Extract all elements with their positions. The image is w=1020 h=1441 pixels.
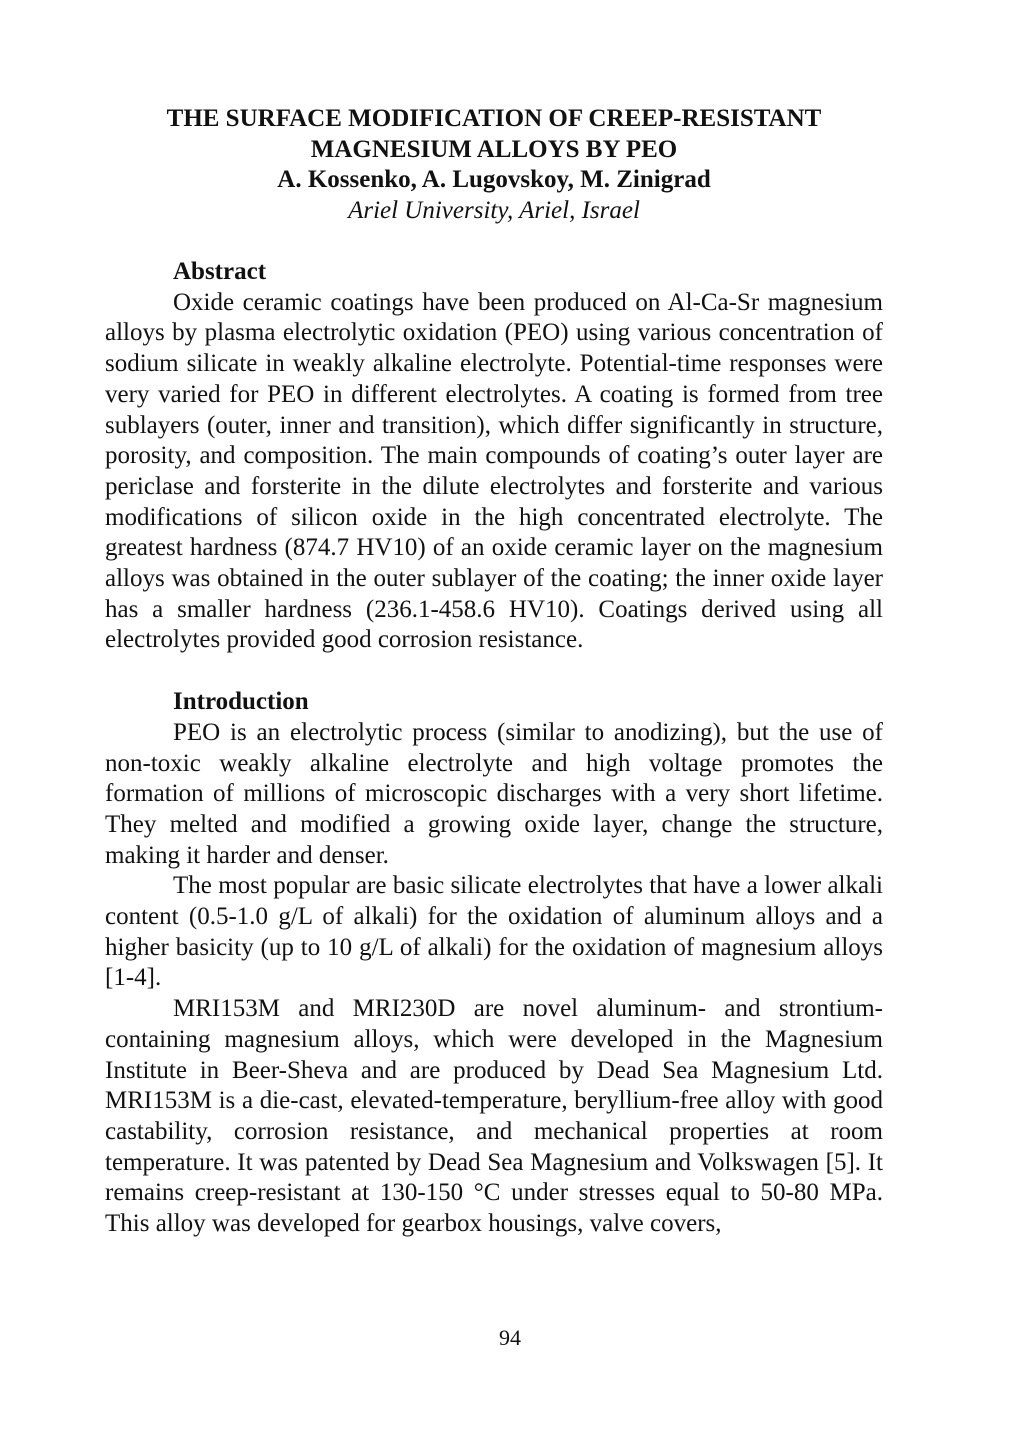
paper-title-line-1: THE SURFACE MODIFICATION OF CREEP-RESISTANT: [166, 105, 822, 132]
introduction-paragraph-1: PEO is an electrolytic process (similar to anodizing), but the use of non-toxic weakly alkaline electrolyte and high voltage promotes the formation of millions of microscopic discharges with a very short lifetime. They melted and modified a growing oxide layer, change the structure, making it harder and denser.: [105, 718, 883, 869]
abstract-section: [105, 257, 883, 656]
paper-title-line-2: MAGNESIUM ALLOYS BY PEO: [310, 135, 678, 163]
introduction-heading: Introduction: [173, 688, 309, 716]
paper-affiliation: Ariel University, Ariel, Israel: [348, 196, 640, 224]
abstract-paragraph: Oxide ceramic coatings have been produced on Al-Ca-Sr magnesium alloys by plasma electrolytic oxidation (PEO) using various concentration of sodium silicate in weakly alkaline electrolyte. Potential-time responses were very varied for PEO in different electrolytes. A coating is formed from tree sublayers (outer, inner and transition), which differ significantly in structure, porosity, and composition. The main compounds of coating’s outer layer are periclase and forsterite in the dilute electrolytes and forsterite and various modifications of silicon oxide in the high concentrated electrolyte. The greatest hardness (874.7 HV10) of an oxide ceramic layer on the magnesium alloys was obtained in the outer sublayer of the coating; the inner oxide layer has a smaller hardness (236.1-458.6 HV10). Coatings derived using all electrolytes provided good corrosion resistance.: [105, 288, 883, 654]
paper-authors: A. Kossenko, A. Lugovskoy, M. Zinigrad: [277, 166, 711, 193]
introduction-paragraph-2: The most popular are basic silicate electrolytes that have a lower alkali content (0.5-1.0 g/L of alkali) for the oxidation of aluminum alloys and a higher basicity (up to 10 g/L of alkali) for the oxidation of magnesium alloys [1-4].: [105, 872, 883, 992]
introduction-paragraph-3: MRI153M and MRI230D are novel aluminum- and strontium-containing magnesium alloys, which were developed in the Magnesium Institute in Beer-Sheva and are produced by Dead Sea Magnesium Ltd. MRI153M is a die-cast, elevated-temperature, beryllium-free alloy with good castability, corrosion resistance, and mechanical properties at room temperature. It was patented by Dead Sea Magnesium and Volkswagen [5]. It remains creep-resistant at 130-150 °C under stresses equal to 50-80 MPa. This alloy was developed for gearbox housings, valve covers,: [105, 995, 883, 1238]
page-number: 94: [499, 1325, 521, 1350]
document-page: [105, 104, 883, 1240]
introduction-section: [105, 687, 883, 1240]
paper-header: [105, 104, 883, 226]
abstract-heading: Abstract: [173, 258, 267, 285]
